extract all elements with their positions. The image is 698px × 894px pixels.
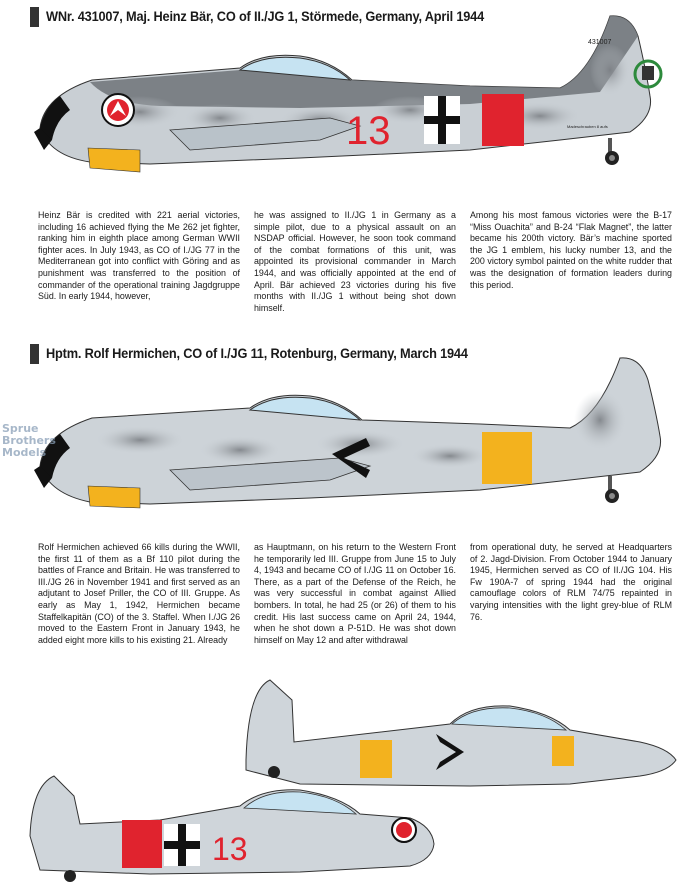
aircraft-profile-hermichen <box>34 358 661 508</box>
yellow-fuselage-band <box>482 432 532 484</box>
text-column: Among his most famous victories were the B-17 “Miss Ouachita” and B-24 “Flak Magnet”, the latter became his 200th victory. Bär’s machine sported the JG 1 emblem, his lucky number 13, and the 200 victory symbol painted on the white rudder that was the designation of formation leaders during this period. <box>470 210 672 290</box>
aircraft-top-view-bar <box>30 776 434 882</box>
watermark-line: Brothers <box>2 434 56 447</box>
aircraft-number-13-bottom: 13 <box>212 831 248 867</box>
section-1-title: WNr. 431007, Maj. Heinz Bär, CO of II./JG 1, Störmede, Germany, April 1944 <box>46 9 485 25</box>
aircraft-top-view-hermichen <box>246 680 676 786</box>
section-2-header <box>30 343 515 365</box>
unit-emblem-icon <box>102 94 134 126</box>
header-bar <box>30 344 39 364</box>
text-column: he was assigned to II./JG 1 in Germany as a simple pilot, due to a physical assault on an NSDAP official. However, he soon took command of the combat formations of this unit, was appointed its provisional commander in March 1944, and was officially appointed at the end of April. Bär achieved 23 victories during his five months with II./JG 1 without being shot down himself. <box>254 210 456 313</box>
watermark-line: Models <box>2 446 47 459</box>
section-2-title: Hptm. Rolf Hermichen, CO of I./JG 11, Rotenburg, Germany, March 1944 <box>46 346 468 362</box>
watermark-line: Sprue <box>2 422 39 435</box>
werknummer: 431007 <box>588 39 612 46</box>
stencil-text: Madeschrauben 8 aufs <box>567 124 608 129</box>
aircraft-number-13: 13 <box>346 109 391 153</box>
red-fuselage-band <box>482 94 524 146</box>
aircraft-profile-bar <box>34 16 661 172</box>
text-column: Heinz Bär is credited with 221 aerial victories, including 16 achieved flying the Me 262 jet fighter, ranking him in eighth place among German WWII fighter aces. In July 1943, as CO of I./JG 77 in the Mediterranean got into conflict with Göring and as punishment was transferred to the position of commander of the operational training Jagdgruppe Süd. In early 1944, however, <box>38 210 240 302</box>
text-column: as Hauptmann, on his return to the Western Front he temporarily led III. Gruppe from June 15 to July 4, 1943 and became CO of I./JG 11 on October 16. There, as a part of the Defense of the Reich, he was very successful in combat against Allied bombers. In total, he had 25 (or 26) of them to his credit. His last success came on April 24, 1944, when he shot down a P-51D. He was shot down himself on May 12 and after withdrawal <box>254 542 456 645</box>
section-2-text <box>38 542 672 646</box>
text-column: Rolf Hermichen achieved 66 kills during the WWII, the first 11 of them as a Bf 110 pilot during the battles of France and Britain. He was transferred to III./JG 26 in November 1941 and first served as an adjutant to Josef Priller, the CO of III. Gruppe. As early as May 1, 1942, Hermichen became Staffelkapitän (CO) of the 3. Staffel. When I./JG 26 moved to the Eastern Front in January 1943, he added eight more kills to his existing 21. Already <box>38 542 240 645</box>
balkenkreuz <box>424 96 460 144</box>
text-column: from operational duty, he served at Headquarters of 2. Jagd-Division. From October 1944 to January 1945, Hermichen served as CO of II./JG 104. His Fw 190A-7 of spring 1944 had the original camouflage colors of RLM 74/75 repainted in varying intensities with the light grey-blue of RLM 76. <box>470 542 672 622</box>
section-1-text <box>38 210 672 314</box>
watermark <box>2 423 56 459</box>
